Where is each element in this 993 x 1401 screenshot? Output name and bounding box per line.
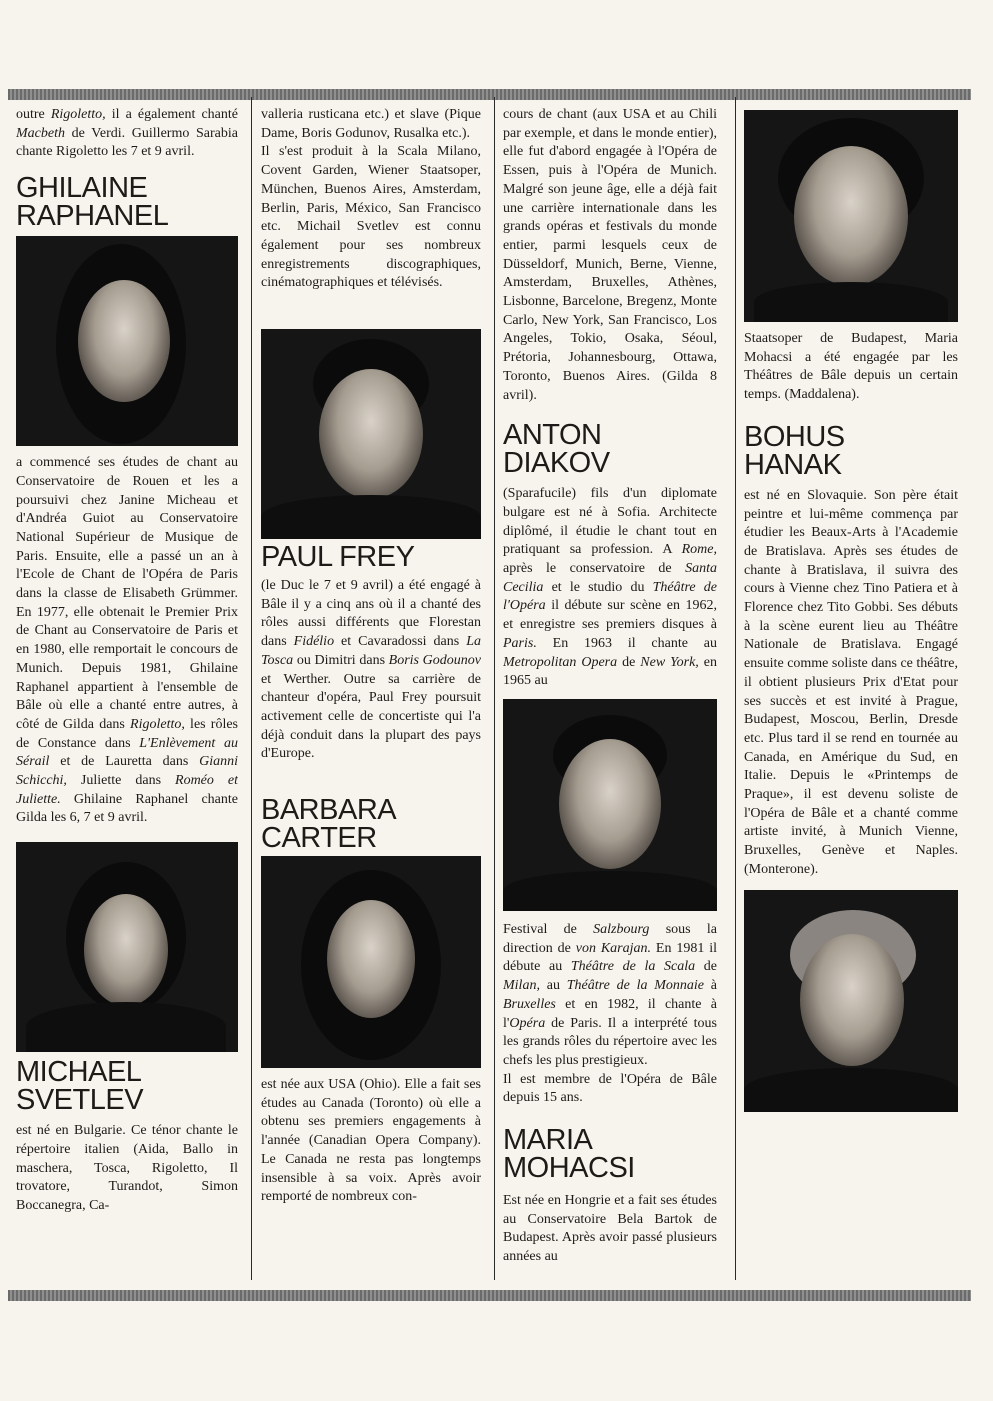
svetlev-bio: est né en Bulgarie. Ce ténor chante le répertoire italien (Aida, Ballo in maschera, Tosca, Rigoletto, Il trovatore, Turandot, Simon Boccanegra, Ca- <box>16 1123 238 1213</box>
column-divider <box>251 97 252 1280</box>
column-divider <box>735 97 736 1280</box>
singer-name-svetlev: MICHAEL SVETLEV <box>16 1056 144 1117</box>
portrait-anton-diakov <box>503 699 717 911</box>
svetlev-intro-text: outre Rigoletto, il a également chanté Macbeth de Verdi. Guillermo Sarabia chante Rigoletto les 7 et 9 avril. <box>16 107 238 160</box>
portrait-michael-svetlev <box>16 842 238 1052</box>
raphanel-bio: a commencé ses études de chant au Conservatoire de Rouen et les a poursuivi chez Janine Micheau et d'Andréa Guiot au Conservatoire National Supérieur de Musique de Paris. Ensuite, elle a passé un an à l'Ecole de Chant de l'Opéra de Paris dans la classe de Elisabeth Grümmer. En 1977, elle obtenait le Premier Prix de Chant au Conservatoire de Paris et en 1980, elle remportait le concours de Munich. Depuis 1981, Ghilaine Raphanel appartient à l'ensemble de Bâle où elle a chanté entre autres, à côté de Gilda dans Rigoletto, les rôles de Constance dans L'Enlèvement au Sérail et de Lauretta dans Gianni Schicchi, Juliette dans Roméo et Juliette. Ghilaine Raphanel chante Gilda les 6, 7 et 9 avril. <box>16 455 238 826</box>
diakov-bio-continued: Festival de Salzbourg sous la direction de von Karajan. En 1981 il débute au Théâtre de la Scala de Milan, au Théâtre de la Monnaie à Bruxelles et en 1982, il chante à l'Opéra de Paris. Il a interprété tous les grands rôles du répertoire avec les chefs les plus prestigieux. <box>503 921 717 1068</box>
singer-name-diakov: ANTON DIAKOV <box>503 419 610 480</box>
svetlev-bio-continued-2: Il s'est produit à la Scala Milano, Covent Garden, Wiener Staatsoper, München, Buenos Aires, Amsterdam, Berlin, Paris, México, San Francisco etc. Michail Svetlev est connu également pour ses nombreux enregistrements discographiques, cinématographiques et télévisés. <box>261 144 481 291</box>
carter-bio: est née aux USA (Ohio). Elle a fait ses études au Canada (Toronto) où elle a obtenu ses premiers engagements à l'année (Canadian Opera Company). Le Canada ne resta pas longtemps insensible à sa voix. Après avoir remporté de nombreux con- <box>261 1077 481 1205</box>
column-1 <box>16 106 238 1286</box>
hanak-bio: est né en Slovaquie. Son père était peintre et lui-même commença par étudier les Beaux-Arts à l'Academie de Bratislava. Après ses études de chante à Bratislava, il suivra des cours à Vienne chez Tino Patiera et à Florence chez Tito Gobbi. Ses débuts à la scène eurent lieu au Théâtre Nationale de Bratislava. Engagé ensuite comme soliste dans ce théâtre, il obtient plusieurs Prix d'Etat pour ses succès et est invité à Prague, Budapest, Moscou, Berlin, Dresde etc. Plus tard il se rend en tournée au Canada, en Amérique du Sud, en Italie. Depuis le «Printemps de Praque», il est devenu soliste de l'Opéra de Bâle et a chanté comme artiste invité, à Munich Vienne, Bruxelles, Genève et Naples. (Monterone). <box>744 487 958 877</box>
diakov-bio: (Sparafucile) fils d'un diplomate bulgare est né à Sofia. Architecte diplômé, il étudie le chant tout en pratiquant sa profession. A Rome, après le conservatoire de Santa Cecilia et le studio du Théâtre de l'Opéra il débute sur scène en 1962, et enregistre ses premiers disques à Paris. En 1963 il chante au Metropolitan Opera de New York, en 1965 au <box>503 486 717 689</box>
column-divider <box>494 97 495 1280</box>
bottom-decorative-rule <box>8 1290 971 1301</box>
frey-bio: (le Duc le 7 et 9 avril) a été engagé à Bâle il y a cinq ans où il a chanté des rôles aussi différents que Florestan dans Fidélio et Cavaradossi dans La Tosca ou Dimitri dans Boris Godounov et Werther. Outre sa carrière de chanteur d'opéra, Paul Frey poursuit activement celle de concertiste qui l'a déjà conduit dans la plupart des pays d'Europe. <box>261 578 481 762</box>
column-2 <box>261 106 481 1286</box>
singer-name-carter: BARBARA CARTER <box>261 794 397 855</box>
column-4 <box>744 106 958 1286</box>
portrait-paul-frey <box>261 329 481 539</box>
mohacsi-bio: Est née en Hongrie et a fait ses études au Conservatoire Bela Bartok de Budapest. Après avoir passé plusieurs années au <box>503 1193 717 1265</box>
diakov-bio-continued-2: Il est membre de l'Opéra de Bâle depuis 15 ans. <box>503 1071 717 1106</box>
portrait-bohus-hanak <box>744 890 958 1112</box>
singer-name-mohacsi: MARIA MOHACSI <box>503 1124 635 1185</box>
portrait-barbara-carter <box>261 856 481 1068</box>
carter-bio-continued: cours de chant (aux USA et au Chili par exemple, et dans le monde entier), elle fut d'abord engagée à l'Opéra de Essen, puis à l'Opéra de Munich. Malgré son jeune âge, elle a déjà fait une carrière internationale dans les grands opéras et festivals du monde entier, parmi lesquels ceux de Düsseldorf, Munich, Berne, Vienne, Amsterdam, Bruxelles, Athènes, Lisbonne, Barcelone, Bregenz, Monte Carlo, New York, San Francisco, Los Angeles, Tokio, Osaka, Séoul, Prétoria, Johannesbourg, Ottawa, Toronto, Buenos Aires. (Gilda 8 avril). <box>503 107 717 403</box>
top-decorative-rule <box>8 89 971 100</box>
mohacsi-bio-continued: Staatsoper de Budapest, Maria Mohacsi a été engagée par les Théâtres de Bâle depuis un certain temps. (Maddalena). <box>744 331 958 403</box>
singer-name-frey: PAUL FREY <box>261 541 415 574</box>
svetlev-bio-continued: valleria rusticana etc.) et slave (Pique Dame, Boris Godunov, Rusalka etc.). <box>261 107 481 141</box>
portrait-ghilaine-raphanel <box>16 236 238 446</box>
singer-name-raphanel: GHILAINE RAPHANEL <box>16 172 169 233</box>
column-3 <box>503 106 717 1286</box>
singer-name-hanak: BOHUS HANAK <box>744 420 845 481</box>
portrait-maria-mohacsi <box>744 110 958 322</box>
